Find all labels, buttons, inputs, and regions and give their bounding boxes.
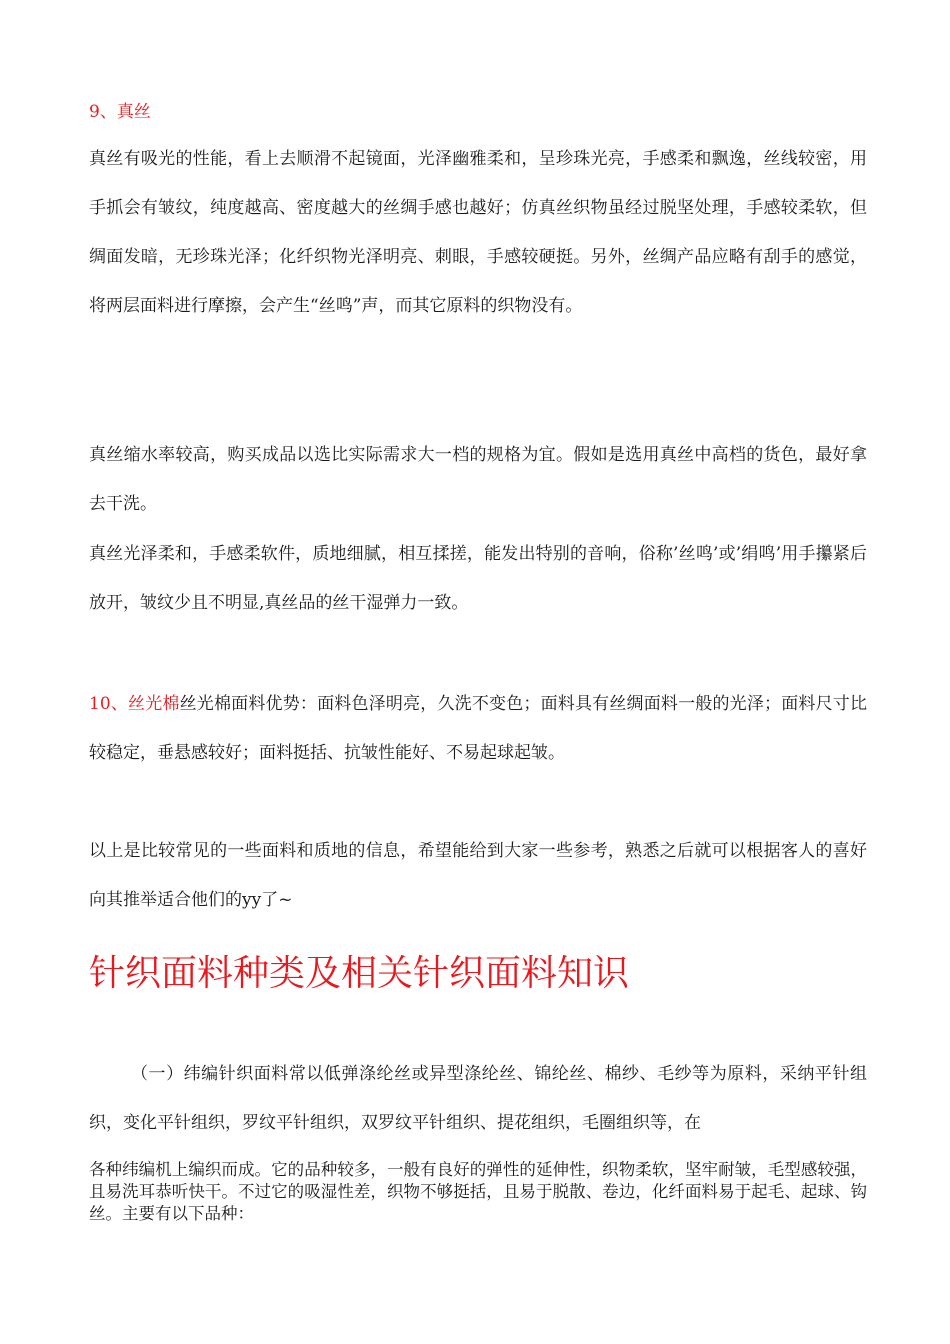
silk-paragraph-3: 真丝光泽柔和，手感柔软件，质地细腻，相互揉搓，能发出特别的音响，俗称’丝鸣’或’绢鸣’用手攥紧后放开，皱纹少且不明显,真丝品的丝干湿弹力一致。 bbox=[89, 544, 867, 613]
mercerized-paragraph bbox=[89, 680, 867, 778]
knit-section-title: 针织面料种类及相关针织面料知识 bbox=[89, 953, 630, 994]
silk-paragraph-2: 真丝缩水率较高，购买成品以选比实际需求大一档的规格为宜。假如是选用真丝中高档的货色，最好拿去干洗。 bbox=[89, 445, 867, 514]
mercerized-text: 丝光棉面料优势：面料色泽明亮，久洗不变色；面料具有丝绸面料一般的光泽；面料尺寸比较稳定，垂悬感较好；面料挺括、抗皱性能好、不易起球起皱。 bbox=[89, 694, 868, 763]
closing-paragraph: 以上是比较常见的一些面料和质地的信息，希望能给到大家一些参考，熟悉之后就可以根据客人的喜好向其推举适合他们的yy了~ bbox=[89, 841, 867, 910]
knit-paragraph-1: （一）纬编针织面料常以低弹涤纶丝或异型涤纶丝、锦纶丝、棉纱、毛纱等为原料，采纳平针组织，变化平针组织，罗纹平针组织，双罗纹平针组织、提花组织，毛圈组织等，在 bbox=[89, 1064, 867, 1133]
section-heading-silk: 9、真丝 bbox=[89, 102, 151, 122]
knit-paragraph-2: 各种纬编机上编织而成。它的品种较多，一般有良好的弹性的延伸性，织物柔软，坚牢耐皱，毛型感较强，且易洗耳恭听快干。不过它的吸湿性差，织物不够挺括，且易于脱散、卷边，化纤面料易于起毛、起球、钩丝。主要有以下品种： bbox=[89, 1160, 867, 1223]
silk-paragraph-1: 真丝有吸光的性能，看上去顺滑不起镜面，光泽幽雅柔和，呈珍珠光亮，手感柔和飘逸，丝线较密，用手抓会有皱纹，纯度越高、密度越大的丝绸手感也越好；仿真丝织物虽经过脱坚处理，手感较柔软，但绸面发暗，无珍珠光泽；化纤织物光泽明亮、刺眼，手感较硬挺。另外，丝绸产品应略有刮手的感觉，将两层面料进行摩擦，会产生“丝鸣”声，而其它原料的织物没有。 bbox=[89, 149, 867, 316]
section-heading-mercerized: 10、丝光棉 bbox=[89, 694, 180, 714]
